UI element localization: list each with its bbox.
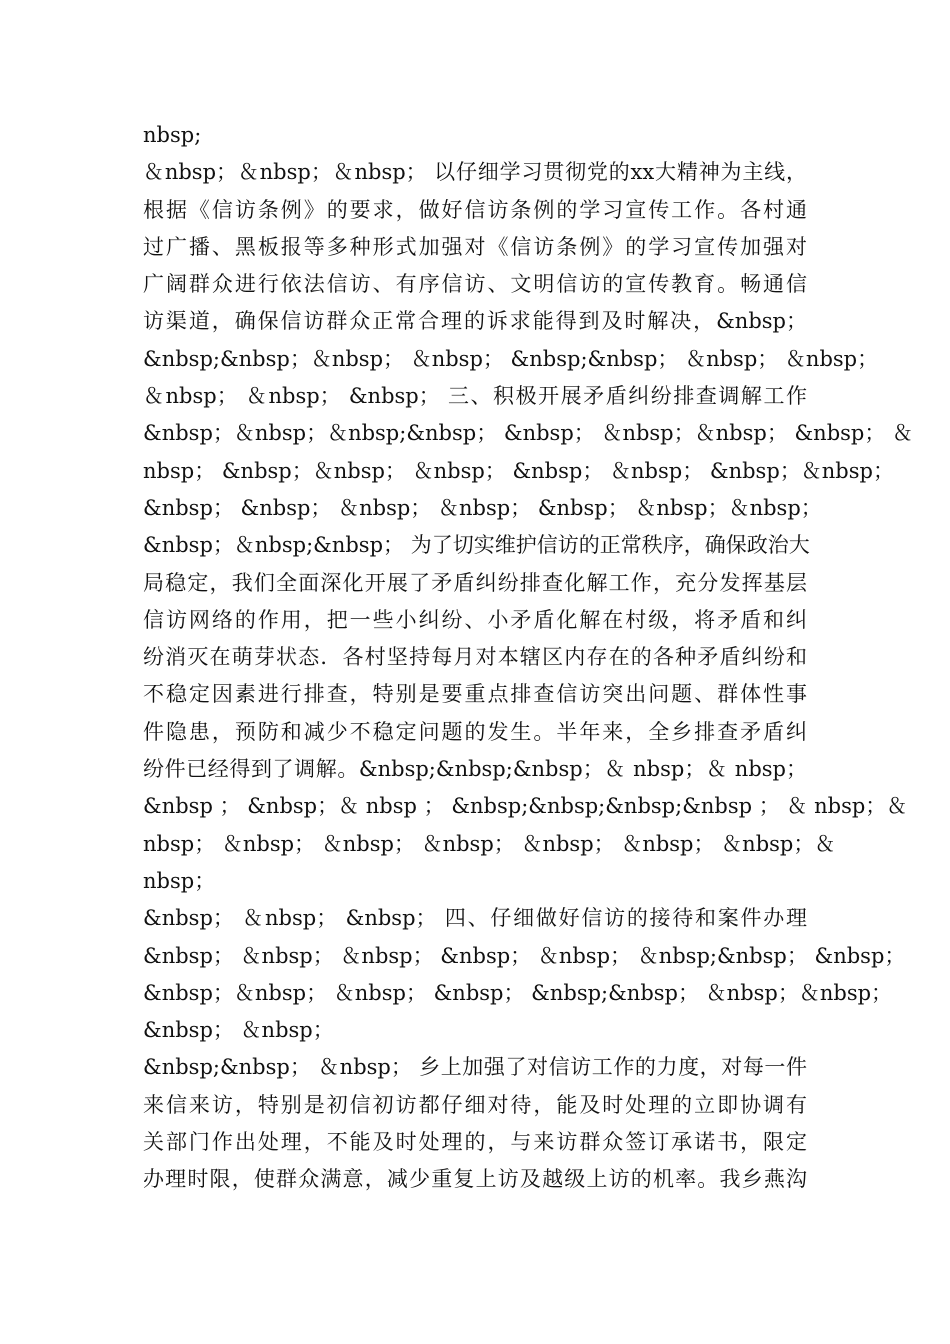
text-line: 不稳定因素进行排查，特别是要重点排查信访突出问题、群体性事 (143, 682, 807, 707)
document-page (143, 117, 914, 1199)
text-line: nbsp； ＆nbsp； ＆nbsp； ＆nbsp； ＆nbsp； ＆nbsp； ＆nbsp；＆ (143, 831, 836, 856)
text-line: 广阔群众进行依法信访、有序信访、文明信访的宣传教育。畅通信 (143, 272, 807, 297)
text-line: 局稳定，我们全面深化开展了矛盾纠纷排查化解工作，充分发挥基层 (143, 570, 807, 595)
text-line: 过广播、黑板报等多种形式加强对《信访条例》的学习宣传加强对 (143, 234, 807, 259)
text-line: &nbsp ； &nbsp；＆ nbsp ； &nbsp;&nbsp;&nbsp;&nbsp ； ＆ nbsp；＆ (143, 794, 908, 819)
text-line: ＆nbsp；＆nbsp；＆nbsp； 以仔细学习贯彻党的xx大精神为主线， (143, 160, 807, 185)
text-line: &nbsp； ＆nbsp； ＆nbsp； &nbsp； ＆nbsp； ＆nbsp;&nbsp； &nbsp； (143, 943, 906, 968)
text-line: 访渠道，确保信访群众正常合理的诉求能得到及时解决，&nbsp； (143, 309, 807, 334)
text-line: 来信来访，特别是初信初访都仔细对待，能及时处理的立即协调有 (143, 1092, 807, 1117)
text-line: &nbsp； &nbsp； ＆nbsp； ＆nbsp； &nbsp； ＆nbsp；＆nbsp； (143, 495, 822, 520)
text-line: 纷件已经得到了调解。&nbsp;&nbsp;&nbsp；＆ nbsp；＆ nbsp； (143, 757, 807, 782)
text-line: 根据《信访条例》的要求，做好信访条例的学习宣传工作。各村通 (143, 197, 807, 222)
text-line: nbsp; (143, 123, 202, 147)
text-line: 信访网络的作用，把一些小纠纷、小矛盾化解在村级，将矛盾和纠 (143, 607, 807, 632)
text-line: &nbsp;&nbsp； ＆nbsp； 乡上加强了对信访工作的力度，对每一件 (143, 1055, 807, 1080)
text-line: 关部门作出处理，不能及时处理的，与来访群众签订承诺书，限定 (143, 1130, 807, 1155)
text-line: &nbsp；＆nbsp； ＆nbsp； &nbsp； &nbsp;&nbsp； ＆nbsp；＆nbsp； (143, 980, 893, 1005)
text-line: &nbsp；＆nbsp；＆nbsp;&nbsp； &nbsp； ＆nbsp；＆nbsp； &nbsp； ＆ (143, 421, 914, 446)
text-line: 件隐患，预防和减少不稳定问题的发生。半年来，全乡排查矛盾纠 (143, 719, 807, 744)
text-line: &nbsp； ＆nbsp； (143, 1018, 334, 1043)
text-line: &nbsp;&nbsp；＆nbsp； ＆nbsp； &nbsp;&nbsp； ＆nbsp； ＆nbsp； (143, 346, 879, 371)
text-line: 办理时限，使群众满意，减少重复上访及越级上访的机率。我乡燕沟 (143, 1167, 807, 1192)
text-line: ＆nbsp； ＆nbsp； &nbsp； 三、积极开展矛盾纠纷排查调解工作 (143, 384, 807, 409)
text-line: &nbsp； ＆nbsp； &nbsp； 四、仔细做好信访的接待和案件办理 (143, 906, 807, 931)
text-line: nbsp； (143, 868, 216, 893)
text-line: nbsp； &nbsp；＆nbsp； ＆nbsp； &nbsp； ＆nbsp； &nbsp；＆nbsp； (143, 458, 894, 483)
text-line: &nbsp；＆nbsp;&nbsp； 为了切实维护信访的正常秩序，确保政治大 (143, 533, 810, 558)
text-line: 纷消灭在萌芽状态．各村坚持每月对本辖区内存在的各种矛盾纠纷和 (143, 645, 807, 670)
